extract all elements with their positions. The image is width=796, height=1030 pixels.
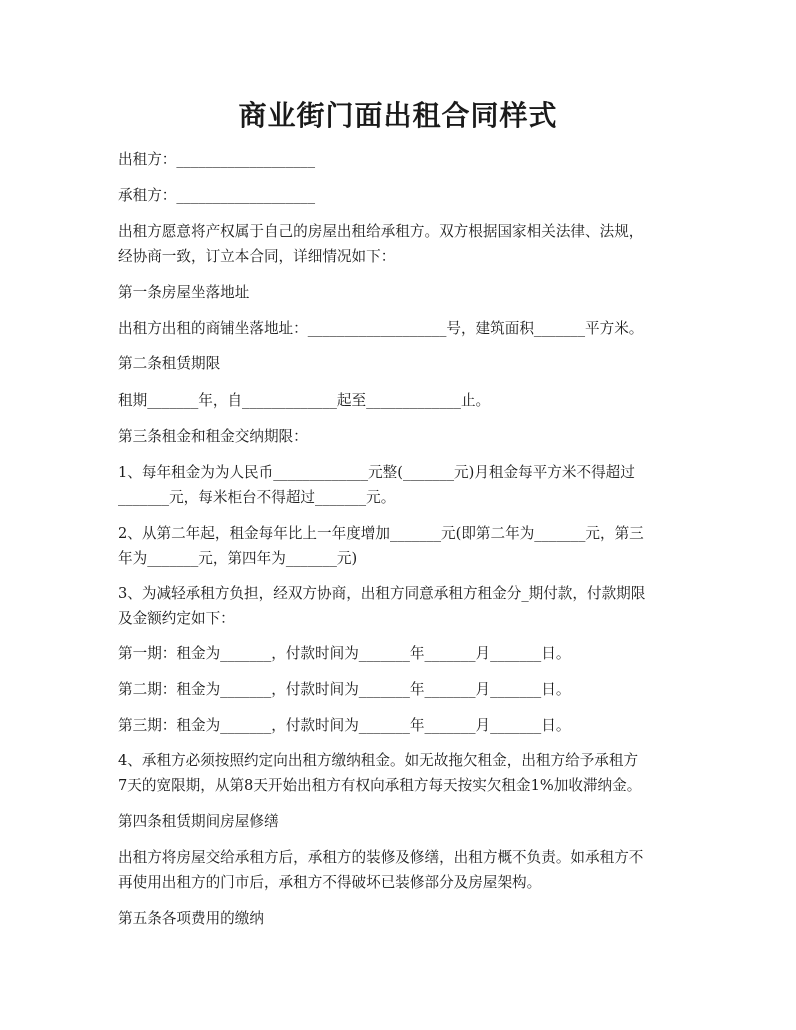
article-4-text-line-1: 出租方将房屋交给承租方后，承租方的装修及修缮，出租方概不负责。如承租方不 (118, 849, 644, 866)
clause-3-line-1: 3、为减轻承租方负担，经双方协商，出租方同意承租方租金分_期付款，付款期限 (118, 585, 646, 602)
article-1-text: 出租方出租的商铺坐落地址：___________________号，建筑面积_______平方米。 (118, 320, 644, 337)
installment-2: 第二期：租金为_______，付款时间为_______年_______月_______日。 (118, 681, 571, 698)
article-3-heading: 第三条租金和租金交纳期限： (118, 428, 308, 445)
clause-4-line-2: 7天的宽限期，从第8天开始出租方有权向承租方每天按实欠租金1%加收滞纳金。 (118, 777, 642, 794)
installment-3: 第三期：租金为_______，付款时间为_______年_______月_______日。 (118, 717, 571, 734)
preamble-line-2: 经协商一致，订立本合同，详细情况如下： (118, 248, 396, 265)
article-2-heading: 第二条租赁期限 (118, 355, 221, 372)
article-4-heading: 第四条租赁期间房屋修缮 (118, 813, 279, 830)
clause-2-line-1: 2、从第二年起，租金每年比上一年度增加_______元(即第二年为_______元，第三 (118, 525, 644, 542)
lessor-line: 出租方：___________________ (118, 151, 316, 168)
article-1-heading: 第一条房屋坐落地址 (118, 284, 250, 301)
clause-4-line-1: 4、承租方必须按照约定向出租方缴纳租金。如无故拖欠租金，出租方给予承租方 (118, 752, 639, 769)
article-4-text-line-2: 再使用出租方的门市后，承租方不得破坏已装修部分及房屋架构。 (118, 874, 542, 891)
document-title: 商业街门面出租合同样式 (238, 99, 558, 132)
installment-1: 第一期：租金为_______，付款时间为_______年_______月_______日。 (118, 645, 571, 662)
clause-2-line-2: 年为_______元，第四年为_______元) (118, 550, 358, 567)
article-2-text: 租期_______年，自_____________起至_____________止。 (118, 392, 491, 409)
article-5-heading: 第五条各项费用的缴纳 (118, 910, 264, 927)
clause-1-line-1: 1、每年租金为为人民币_____________元整(_______元)月租金每平方米不得超过 (118, 464, 635, 481)
preamble-line-1: 出租方愿意将产权属于自己的房屋出租给承租方。双方根据国家相关法律、法规， (118, 223, 644, 240)
clause-1-line-2: _______元，每米柜台不得超过_______元。 (118, 489, 396, 506)
clause-3-line-2: 及金额约定如下： (118, 610, 235, 627)
lessee-line: 承租方：___________________ (118, 187, 316, 204)
